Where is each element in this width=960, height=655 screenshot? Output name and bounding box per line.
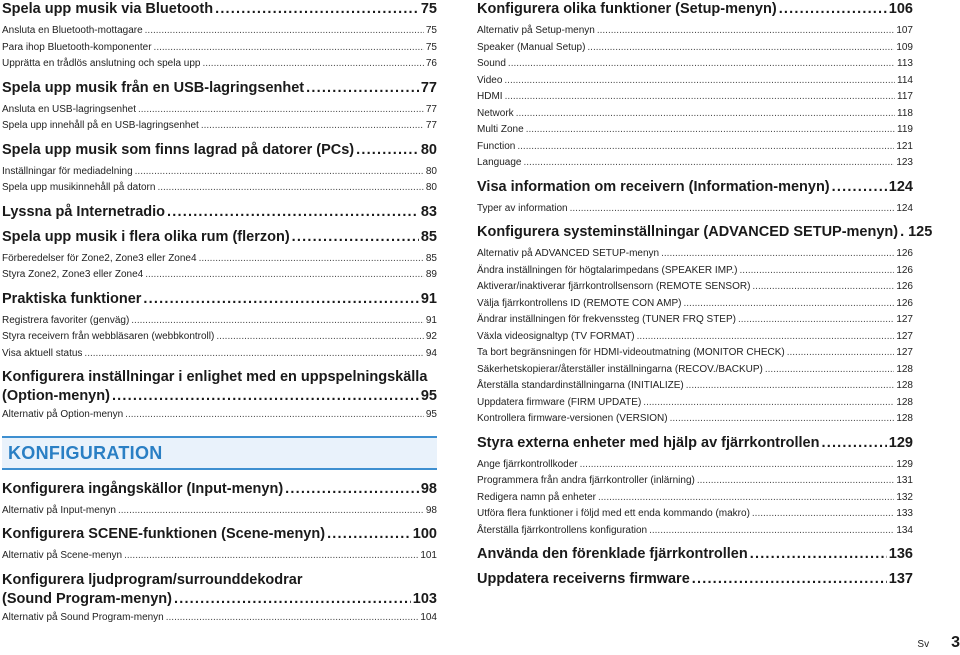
- toc-leader-dots: [580, 457, 895, 474]
- toc-leader-dots: [643, 395, 894, 412]
- toc-page-number: 126: [896, 281, 913, 292]
- toc-leader-dots: [526, 122, 895, 139]
- toc-heading-line: Konfigurera inställningar i enlighet med en uppspelningskälla: [2, 369, 428, 385]
- toc-leader-dots: [356, 141, 419, 160]
- toc-heading-entry[interactable]: [477, 178, 913, 197]
- toc-page-number: 128: [896, 413, 913, 424]
- toc-subentry[interactable]: [477, 246, 913, 263]
- toc-entry-text: Konfigurera SCENE-funktionen (Scene-menyn): [2, 526, 326, 542]
- toc-page-number: 127: [896, 314, 913, 325]
- toc-leader-dots: [570, 201, 895, 218]
- toc-entry-text: Praktiska funktioner: [2, 290, 142, 307]
- toc-leader-dots: [112, 387, 419, 406]
- toc-page-number: 77: [420, 79, 437, 96]
- toc-leader-dots: [135, 164, 424, 181]
- toc-subentry[interactable]: [2, 313, 437, 330]
- toc-page-number: 128: [896, 396, 913, 408]
- toc-leader-dots: [124, 548, 418, 565]
- toc-leader-dots: [154, 40, 424, 57]
- toc-subentry[interactable]: [477, 362, 913, 379]
- toc-subentry[interactable]: [477, 329, 913, 346]
- toc-leader-dots: [637, 329, 895, 346]
- toc-subentry[interactable]: [477, 378, 913, 395]
- toc-leader-dots: [750, 545, 887, 564]
- toc-page-number: 77: [425, 120, 437, 131]
- toc-heading-entry[interactable]: [2, 290, 437, 309]
- toc-leader-dots: [524, 155, 895, 172]
- page-footer: [917, 634, 960, 652]
- toc-heading-entry[interactable]: [2, 203, 437, 222]
- toc-leader-dots: [832, 178, 887, 197]
- toc-page-number: 119: [897, 124, 913, 135]
- toc-heading-entry[interactable]: [477, 545, 913, 564]
- toc-leader-dots: [738, 312, 894, 329]
- toc-page-number: 75: [420, 1, 437, 17]
- toc-leader-dots: [327, 525, 411, 544]
- toc-subentry[interactable]: [477, 345, 913, 362]
- toc-subentry[interactable]: [477, 473, 913, 490]
- toc-page-number: 91: [420, 290, 437, 307]
- toc-subentry[interactable]: [477, 506, 913, 523]
- toc-page-number: 123: [896, 157, 913, 168]
- toc-entry-text: Uppdatera firmware (FIRM UPDATE): [477, 396, 642, 408]
- toc-subentry[interactable]: [2, 40, 437, 57]
- toc-heading-line: Konfigurera ljudprogram/surrounddekodrar: [2, 571, 303, 588]
- toc-subentry[interactable]: [2, 548, 437, 565]
- toc-entry-text: Registrera favoriter (genväg): [2, 314, 130, 326]
- toc-page-number: 75: [425, 41, 437, 53]
- toc-leader-dots: [143, 290, 418, 309]
- toc-entry-text: Ta bort begränsningen för HDMI-videoutmatning (MONITOR CHECK): [477, 347, 785, 358]
- toc-subentry[interactable]: [477, 56, 913, 73]
- toc-subentry[interactable]: [477, 23, 913, 40]
- toc-subentry[interactable]: [477, 490, 913, 507]
- toc-entry-text: Spela upp musik från en USB-lagringsenhet: [2, 79, 305, 96]
- toc-leader-dots: [649, 523, 894, 540]
- toc-page-number: 137: [888, 571, 913, 587]
- toc-subentry[interactable]: [477, 296, 913, 313]
- toc-subentry[interactable]: [2, 118, 437, 135]
- toc-page-number: 124: [888, 178, 913, 195]
- toc-page-number: 89: [425, 269, 437, 280]
- language-code: Sv: [917, 639, 930, 650]
- toc-heading-entry[interactable]: [477, 570, 913, 589]
- toc-entry-text: Välja fjärrkontrollens ID (REMOTE CON AMP): [477, 297, 682, 309]
- toc-entry-text: Spela upp musik i flera olika rum (flerzon): [2, 228, 290, 245]
- toc-heading-entry[interactable]: [2, 141, 437, 160]
- toc-entry-text: Konfigurera olika funktioner (Setup-menyn): [477, 1, 777, 17]
- toc-subentry[interactable]: [2, 164, 437, 181]
- toc-heading-text: (Sound Program-menyn): [2, 590, 172, 607]
- toc-group-setup: [477, 0, 933, 589]
- toc-page-number: 75: [425, 25, 437, 36]
- toc-entry-option-menu-heading[interactable]: [2, 368, 437, 406]
- toc-leader-dots: [216, 329, 424, 346]
- toc-entry-text: Visa aktuell status: [2, 347, 83, 359]
- toc-leader-dots: [692, 570, 887, 589]
- toc-entry-text: Konfigurera ingångskällor (Input-menyn): [2, 480, 284, 497]
- toc-entry-text: Ansluta en USB-lagringsenhet: [2, 103, 136, 115]
- toc-leader-dots: [504, 73, 895, 90]
- toc-heading-row: [2, 590, 437, 609]
- toc-subentry[interactable]: [2, 23, 437, 40]
- toc-entry-text: Visa information om receivern (Information-menyn): [477, 178, 830, 195]
- toc-leader-dots: [752, 279, 894, 296]
- toc-subentry[interactable]: [2, 346, 437, 363]
- toc-subentry[interactable]: [477, 155, 913, 172]
- toc-leader-dots: [587, 40, 894, 57]
- toc-leader-dots: [686, 378, 895, 395]
- toc-leader-dots: [145, 267, 424, 284]
- toc-subentry[interactable]: [477, 279, 913, 296]
- toc-entry-text: Förberedelser för Zone2, Zone3 eller Zone4: [2, 252, 197, 264]
- toc-entry-text: Styra Zone2, Zone3 eller Zone4: [2, 269, 144, 280]
- toc-leader-dots: [684, 296, 895, 313]
- toc-subentry[interactable]: [477, 523, 913, 540]
- toc-leader-dots: [215, 0, 419, 19]
- toc-entry-text: Spela upp musik som finns lagrad på datorer (PCs): [2, 141, 355, 158]
- toc-entry-text: Spela upp musik via Bluetooth: [2, 1, 214, 17]
- toc-page-number: 103: [412, 590, 437, 607]
- toc-subentry[interactable]: [477, 139, 913, 156]
- toc-entry-text: Styra receivern från webbläsaren (webbkontroll): [2, 331, 215, 342]
- page-number: 3: [951, 634, 960, 651]
- toc-subentry[interactable]: [477, 40, 913, 57]
- toc-entry-text: Sound: [477, 58, 506, 69]
- toc-page-number: 129: [896, 458, 913, 470]
- toc-page-number: 80: [425, 165, 437, 177]
- toc-entry-text: Speaker (Manual Setup): [477, 41, 586, 53]
- toc-page-number: 126: [896, 297, 913, 309]
- toc-page-number: 132: [896, 491, 913, 503]
- toc-entry-text: Alternativ på Scene-menyn: [2, 550, 123, 561]
- toc-heading-row: [2, 387, 437, 406]
- toc-leader-dots: [125, 407, 424, 424]
- toc-entry-text: Upprätta en trådlös anslutning och spela upp: [2, 58, 201, 69]
- toc-page-number: 77: [425, 103, 437, 115]
- toc-leader-dots: [752, 506, 894, 523]
- toc-entry-text: Aktiverar/inaktiverar fjärrkontrollsensorn (REMOTE SENSOR): [477, 281, 751, 292]
- toc-leader-dots: [145, 23, 424, 40]
- toc-leader-dots: [821, 434, 886, 453]
- toc-leader-dots: [508, 56, 895, 73]
- toc-entry-text: Inställningar för mediadelning: [2, 165, 133, 177]
- toc-entry-text: Uppdatera receiverns firmware: [477, 571, 690, 587]
- toc-page-number: 121: [896, 140, 913, 152]
- toc-leader-dots: [598, 490, 894, 507]
- toc-entry-text: Function: [477, 140, 516, 152]
- toc-leader-dots: [597, 23, 894, 40]
- toc-page-number: 101: [420, 550, 437, 561]
- toc-page-number: 94: [425, 347, 437, 359]
- toc-group-playback: [2, 0, 437, 362]
- toc-entry-text: Växla videosignaltyp (TV FORMAT): [477, 330, 635, 342]
- toc-entry-text: HDMI: [477, 91, 503, 102]
- toc-subentry[interactable]: [2, 180, 437, 197]
- toc-leader-dots: [174, 590, 411, 609]
- toc-leader-dots: [131, 313, 424, 330]
- toc-entry-text: Multi Zone: [477, 124, 524, 135]
- toc-group-config: [2, 480, 437, 565]
- toc-leader-dots: [306, 79, 419, 98]
- toc-entry-sound-program-heading[interactable]: [2, 571, 437, 609]
- toc-page-number: 128: [896, 380, 913, 391]
- toc-subentry[interactable]: [2, 56, 437, 73]
- toc-entry-text: Spela upp innehåll på en USB-lagringsenhet: [2, 120, 199, 131]
- toc-page-number: 125: [908, 224, 933, 240]
- toc-leader-dots: [285, 480, 419, 499]
- toc-entry-text: Spela upp musikinnehåll på datorn: [2, 182, 156, 193]
- toc-page-number: 85: [420, 228, 437, 245]
- toc-subentry[interactable]: [2, 503, 437, 520]
- toc-leader-dots: [516, 106, 895, 123]
- toc-page-number: 92: [425, 331, 437, 342]
- toc-heading-entry[interactable]: [2, 228, 437, 247]
- toc-right-column: [477, 0, 933, 593]
- toc-leader-dots: [779, 0, 887, 19]
- toc-leader-dots: [765, 362, 894, 379]
- toc-entry-text: Alternativ på Option-menyn: [2, 409, 124, 420]
- toc-entry-text: Network: [477, 107, 514, 119]
- toc-page-number: 131: [896, 475, 913, 486]
- toc-left-column: [2, 0, 437, 626]
- toc-entry-text: Ansluta en Bluetooth-mottagare: [2, 25, 143, 36]
- toc-entry-text: Återställa fjärrkontrollens konfiguration: [477, 524, 648, 536]
- toc-page-number: 133: [896, 508, 913, 519]
- toc-leader-dots: [670, 411, 895, 428]
- toc-heading-entry[interactable]: [2, 480, 437, 499]
- toc-page-number: 126: [896, 248, 913, 259]
- toc-leader-dots: [661, 246, 894, 263]
- toc-page-number: 83: [420, 203, 437, 220]
- toc-leader-dots: [201, 118, 424, 135]
- toc-subentry[interactable]: [477, 122, 913, 139]
- toc-page-number: 107: [896, 25, 913, 36]
- toc-page-number: 129: [888, 434, 913, 451]
- toc-subentry[interactable]: [477, 312, 913, 329]
- toc-heading-entry[interactable]: [2, 0, 437, 19]
- toc-page-number: 100: [412, 526, 437, 542]
- toc-subentry[interactable]: [477, 201, 913, 218]
- section-banner-konfiguration: KONFIGURATION: [2, 436, 437, 470]
- toc-page-number: 113: [897, 58, 913, 69]
- toc-leader-dots: [84, 346, 423, 363]
- toc-page-number: 91: [425, 314, 437, 326]
- toc-page-number: 80: [420, 141, 437, 158]
- toc-page-number: 80: [425, 182, 437, 193]
- toc-leader-dots: [199, 251, 424, 268]
- toc-leader-dots: [292, 228, 419, 247]
- toc-page-number: 98: [420, 480, 437, 497]
- toc-entry-text: Alternativ på Input-menyn: [2, 504, 116, 516]
- toc-entry-text: Typer av information: [477, 202, 568, 214]
- toc-page-number: 95: [425, 409, 437, 420]
- toc-page-number: 98: [425, 504, 437, 516]
- toc-leader-dots: [138, 102, 424, 119]
- toc-page-number: 76: [425, 58, 437, 69]
- toc-entry-text: Programmera från andra fjärrkontroller (inlärning): [477, 475, 695, 486]
- toc-page-number: 106: [888, 1, 913, 17]
- toc-subentry[interactable]: [2, 267, 437, 284]
- toc-entry-text: Återställa standardinställningarna (INITIALIZE): [477, 380, 684, 391]
- toc-entry-text: Använda den förenklade fjärrkontrollen: [477, 546, 748, 562]
- toc-leader-dots: [166, 610, 419, 627]
- toc-page-number: 95: [420, 388, 437, 404]
- toc-leader-dots: [740, 263, 895, 280]
- toc-heading-text: (Option-menyn): [2, 388, 110, 404]
- toc-heading-entry[interactable]: [477, 0, 913, 19]
- toc-leader-dots: [505, 89, 895, 106]
- toc-heading-entry[interactable]: [477, 434, 913, 453]
- toc-entry-text: Lyssna på Internetradio: [2, 203, 166, 220]
- toc-subentry[interactable]: [477, 89, 913, 106]
- toc-leader-dots: [787, 345, 895, 362]
- toc-leader-dots: [900, 223, 906, 242]
- toc-page-number: 127: [896, 330, 913, 342]
- toc-entry-text: Säkerhetskopierar/återställer inställningarna (RECOV./BACKUP): [477, 363, 763, 375]
- toc-page-number: 128: [896, 363, 913, 375]
- toc-subentry[interactable]: [477, 263, 913, 280]
- toc-subentry[interactable]: [2, 102, 437, 119]
- toc-page-number: 126: [896, 264, 913, 276]
- toc-page-number: 104: [420, 611, 437, 623]
- toc-page-number: 117: [897, 91, 913, 102]
- toc-entry-option-menu-alternatives[interactable]: [2, 407, 437, 424]
- toc-page-number: 124: [896, 202, 913, 214]
- toc-subentry[interactable]: [477, 106, 913, 123]
- toc-subentry[interactable]: [2, 251, 437, 268]
- toc-entry-text: Para ihop Bluetooth-komponenter: [2, 41, 152, 53]
- toc-subentry[interactable]: [477, 73, 913, 90]
- toc-leader-dots: [202, 56, 423, 73]
- toc-subentry[interactable]: [477, 411, 913, 428]
- toc-leader-dots: [697, 473, 894, 490]
- toc-leader-dots: [517, 139, 894, 156]
- toc-entry-text: Alternativ på Sound Program-menyn: [2, 611, 164, 623]
- toc-entry-text: Alternativ på ADVANCED SETUP-menyn: [477, 248, 660, 259]
- toc-entry-text: Ändrar inställningen för frekvenssteg (TUNER FRQ STEP): [477, 314, 736, 325]
- toc-entry-text: Utföra flera funktioner i följd med ett enda kommando (makro): [477, 508, 750, 519]
- toc-entry-text: Ange fjärrkontrollkoder: [477, 458, 578, 470]
- toc-leader-dots: [157, 180, 423, 197]
- toc-entry-text: Language: [477, 157, 522, 168]
- toc-page-number: 136: [888, 546, 913, 562]
- toc-page-number: 134: [896, 524, 913, 536]
- toc-entry-sound-program-alternatives[interactable]: [2, 610, 437, 627]
- toc-entry-text: Redigera namn på enheter: [477, 491, 596, 503]
- toc-entry-text: Video: [477, 74, 503, 86]
- toc-heading-entry[interactable]: [2, 79, 437, 98]
- toc-entry-text: Alternativ på Setup-menyn: [477, 25, 595, 36]
- toc-entry-text: Kontrollera firmware-versionen (VERSION): [477, 413, 668, 424]
- toc-page-number: 109: [896, 41, 913, 53]
- toc-page-number: 127: [896, 347, 913, 358]
- toc-subentry[interactable]: [2, 329, 437, 346]
- toc-subentry[interactable]: [477, 457, 913, 474]
- toc-page-number: 114: [897, 74, 913, 86]
- toc-page-number: 118: [897, 107, 913, 119]
- toc-entry-text: Konfigurera systeminställningar (ADVANCED SETUP-menyn): [477, 224, 899, 240]
- toc-subentry[interactable]: [477, 395, 913, 412]
- toc-leader-dots: [118, 503, 424, 520]
- toc-heading-entry[interactable]: [477, 223, 933, 242]
- toc-entry-text: Ändra inställningen för högtalarimpedans (SPEAKER IMP.): [477, 264, 738, 276]
- toc-leader-dots: [167, 203, 419, 222]
- toc-entry-text: Styra externa enheter med hjälp av fjärrkontrollen: [477, 434, 820, 451]
- toc-page-number: 85: [425, 252, 437, 264]
- toc-heading-entry[interactable]: [2, 525, 437, 544]
